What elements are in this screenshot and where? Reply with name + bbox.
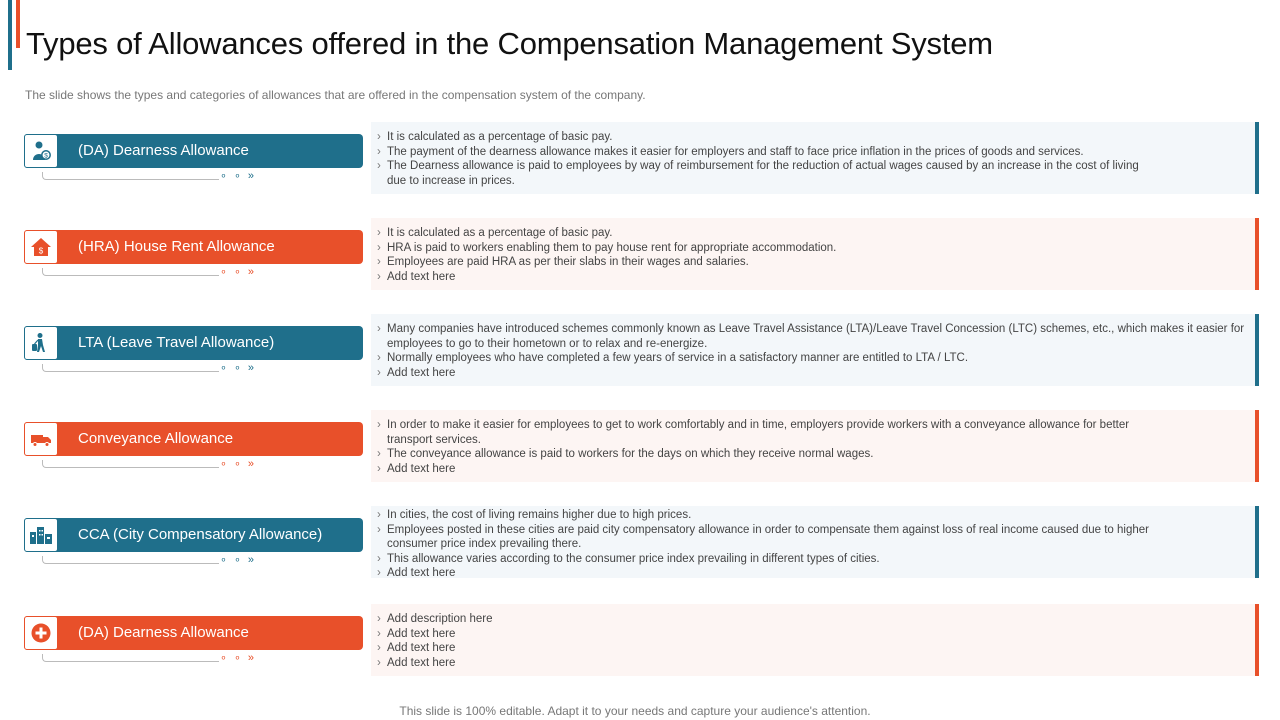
allowance-row-conveyance (24, 410, 1260, 482)
accent-bar-orange (16, 0, 20, 48)
accent-bar-blue (8, 0, 12, 70)
bullet-item: › Add text here (377, 656, 1245, 671)
page-title: Types of Allowances offered in the Compensation Management System (26, 26, 993, 61)
bullet-item: › Employees are paid HRA as per their slabs in their wages and salaries. (377, 255, 1245, 270)
allowance-row-lta (24, 314, 1260, 386)
allowance-label-box (24, 422, 363, 456)
bullet-item: › Normally employees who have completed a few years of service in a satisfactory manner are entitled to LTA / LTC. (377, 351, 1245, 366)
employee-money-icon (24, 134, 58, 168)
bullet-item: › It is calculated as a percentage of basic pay. (377, 226, 1245, 241)
allowance-bullets (377, 508, 1245, 581)
connector-dots: ∘ ∘ » (220, 170, 257, 182)
allowance-bullets (377, 612, 1245, 670)
connector-line (42, 268, 219, 276)
bullet-item: › In cities, the cost of living remains higher due to high prices. (377, 508, 1245, 523)
connector-line (42, 654, 219, 662)
bullet-item: › It is calculated as a percentage of basic pay. (377, 130, 1245, 145)
footer-note: This slide is 100% editable. Adapt it to your needs and capture your audience's attention. (399, 704, 871, 718)
allowance-detail-panel (371, 604, 1259, 676)
house-dollar-icon (24, 230, 58, 264)
allowance-label-box (24, 326, 363, 360)
allowance-label: (DA) Dearness Allowance (78, 142, 249, 159)
allowance-bullets (377, 418, 1245, 476)
bullet-item: › Add text here (377, 270, 1245, 285)
bullet-item: › Add text here (377, 566, 1245, 581)
connector-dots: ∘ ∘ » (220, 458, 257, 470)
connector-line (42, 172, 219, 180)
allowance-label-box (24, 518, 363, 552)
svg-text:$: $ (38, 246, 44, 256)
bullet-item: › Add text here (377, 462, 1245, 477)
bullet-item: › Many companies have introduced schemes commonly known as Leave Travel Assistance (LTA)/Leave Travel Concession (LTC) schemes, etc., which makes it easier for employees to go to their hometown or to relax and re-energize. (377, 322, 1245, 351)
allowance-bullets (377, 226, 1245, 284)
connector-dots: ∘ ∘ » (220, 362, 257, 374)
allowance-label: (HRA) House Rent Allowance (78, 238, 275, 255)
bullet-item: › Add text here (377, 366, 1245, 381)
page-subtitle: The slide shows the types and categories of allowances that are offered in the compensation system of the company. (25, 88, 646, 102)
bullet-item: › In order to make it easier for employees to get to work comfortably and in time, employers provide workers with a conveyance allowance for better transport services. (377, 418, 1245, 447)
connector-line (42, 364, 219, 372)
bullet-item: › HRA is paid to workers enabling them to pay house rent for appropriate accommodation. (377, 241, 1245, 256)
connector-dots: ∘ ∘ » (220, 652, 257, 664)
allowance-detail-panel (371, 410, 1259, 482)
allowance-label: LTA (Leave Travel Allowance) (78, 334, 275, 351)
bullet-item: › Employees posted in these cities are paid city compensatory allowance in order to compensate them against loss of real income caused due to higher consumer price index prevailing there. (377, 523, 1245, 552)
allowance-row-da (24, 122, 1260, 194)
connector-dots: ∘ ∘ » (220, 266, 257, 278)
allowance-label-box (24, 616, 363, 650)
allowance-label-box (24, 134, 363, 168)
bullet-item: › The conveyance allowance is paid to workers for the days on which they receive normal wages. (377, 447, 1245, 462)
bullet-item: › Add text here (377, 627, 1245, 642)
allowance-bullets (377, 322, 1245, 380)
allowance-bullets (377, 130, 1245, 188)
allowance-row-da-2 (24, 604, 1260, 676)
allowance-row-cca (24, 506, 1260, 578)
allowance-detail-panel (371, 314, 1259, 386)
bullet-item: › This allowance varies according to the consumer price index prevailing in different types of cities. (377, 552, 1245, 567)
allowance-label: (DA) Dearness Allowance (78, 624, 249, 641)
city-buildings-icon (24, 518, 58, 552)
svg-text:$: $ (44, 152, 48, 160)
connector-dots: ∘ ∘ » (220, 554, 257, 566)
truck-icon (24, 422, 58, 456)
bullet-item: › Add text here (377, 641, 1245, 656)
connector-line (42, 556, 219, 564)
bullet-item: › Add description here (377, 612, 1245, 627)
allowance-row-hra (24, 218, 1260, 290)
allowance-detail-panel (371, 218, 1259, 290)
allowance-label: Conveyance Allowance (78, 430, 234, 447)
bullet-item: › The payment of the dearness allowance makes it easier for employers and staff to face price inflation in the prices of goods and services. (377, 145, 1245, 160)
allowance-detail-panel (371, 122, 1259, 194)
allowance-detail-panel (371, 506, 1259, 578)
allowance-label-box (24, 230, 363, 264)
bullet-item: › The Dearness allowance is paid to employees by way of reimbursement for the reduction of actual wages caused by an increase in the cost of living due to increase in prices. (377, 159, 1245, 188)
plus-circle-icon (24, 616, 58, 650)
allowance-label: CCA (City Compensatory Allowance) (78, 526, 323, 543)
connector-line (42, 460, 219, 468)
traveler-luggage-icon (24, 326, 58, 360)
